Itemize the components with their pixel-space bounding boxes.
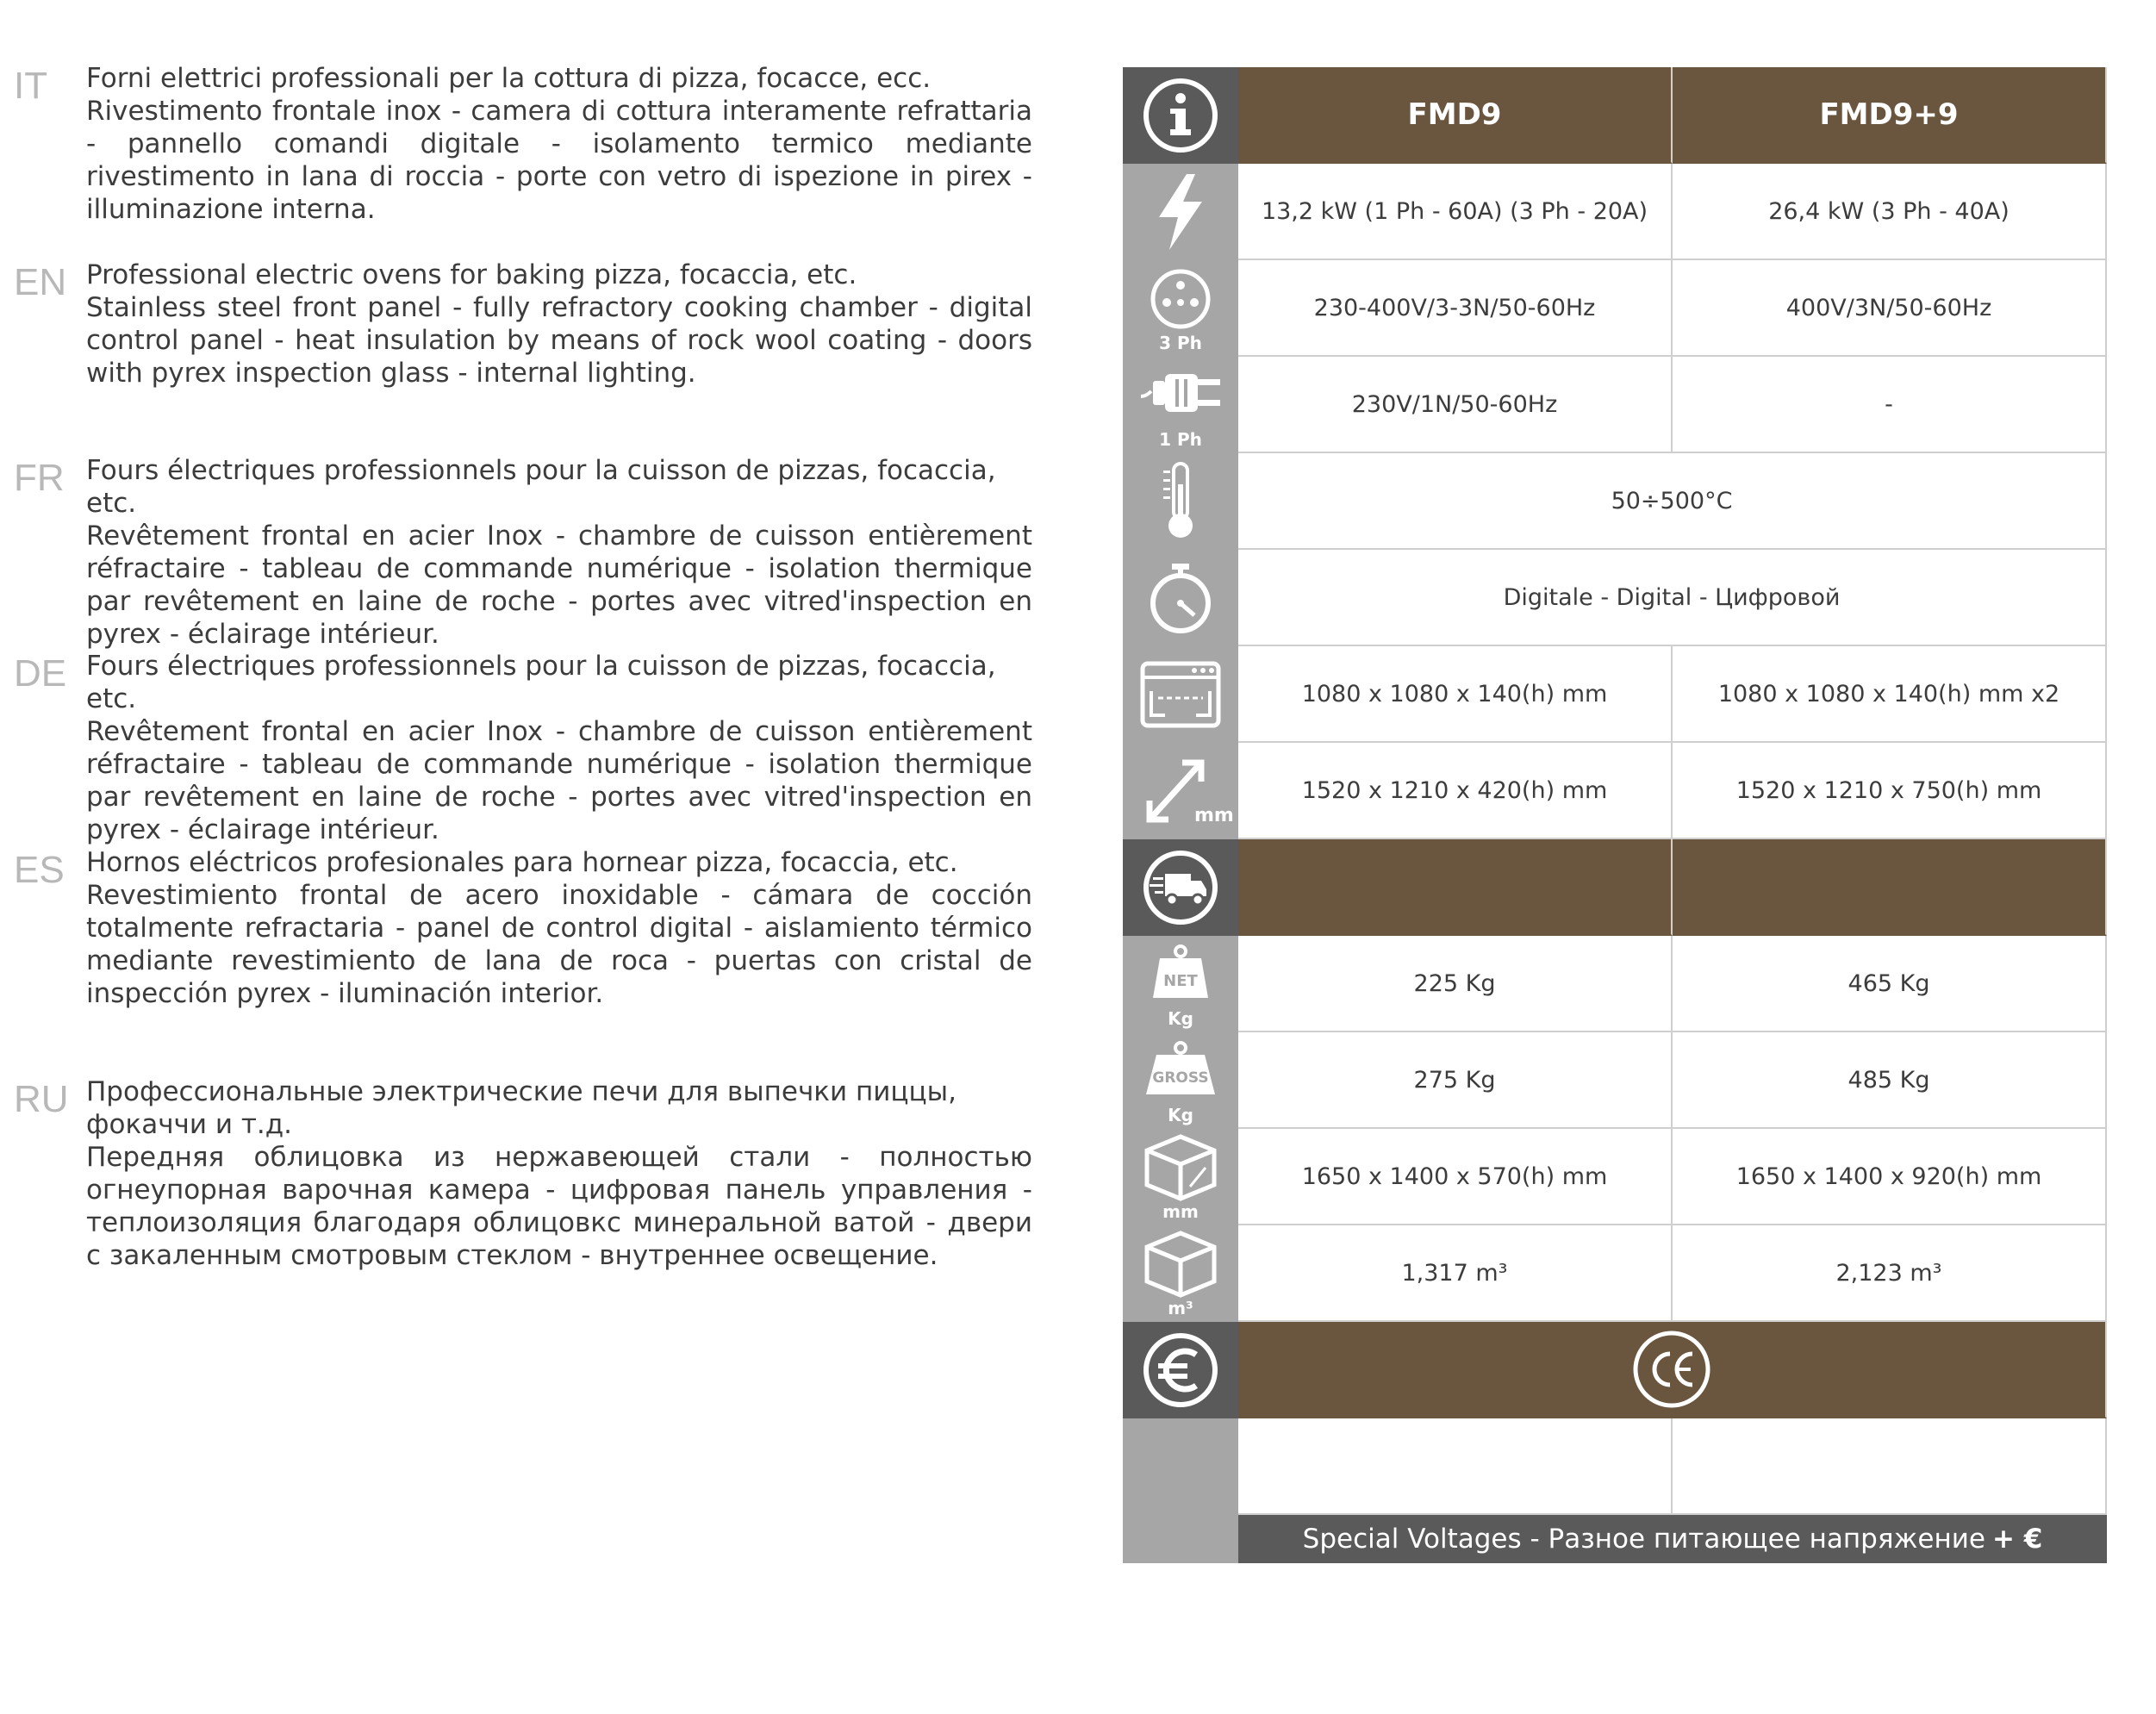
price-icon-blank xyxy=(1123,1418,1238,1515)
power-value-2: 26,4 kW (3 Ph - 40A) xyxy=(1673,164,2107,260)
temperature-value: 50÷500°C xyxy=(1238,453,2107,550)
table-row-control xyxy=(1123,550,2107,646)
net-unit-label: Kg xyxy=(1168,1008,1193,1029)
lang-text xyxy=(86,846,1032,1010)
lang-title: Professional electric ovens for baking pizza, focaccia, etc. xyxy=(86,259,857,290)
special-voltages-suffix: + € xyxy=(1991,1524,2043,1555)
lang-title: Профессиональные электрические печи для выпечки пиццы, фокаччи и т.д. xyxy=(86,1076,956,1140)
table-row-chamber xyxy=(1123,646,2107,743)
special-voltages-text: Special Voltages - Разное питающее напряжение xyxy=(1302,1524,1985,1555)
lang-body: Revêtement frontal en acier Inox - chambre de cuisson entièrement réfractaire - tableau de commande numérique - isolation thermique par revêtement en laine de roche - portes avec vitred'inspection en pyrex - éclairage intérieur. xyxy=(86,520,1032,650)
lang-code: ES xyxy=(14,849,65,891)
volume-value-2: 2,123 m³ xyxy=(1673,1225,2107,1322)
price-value-1 xyxy=(1238,1418,1673,1515)
one-phase-value-2: - xyxy=(1673,357,2107,453)
table-row-delivery-header xyxy=(1123,839,2107,936)
lang-body: Revestimiento frontal de acero inoxidable - cámara de cocción totalmente refractaria - panel de control digital - aislamiento térmico mediante revestimiento de lana de roca - puertas con cristal de inspección pyrex - iluminación interior. xyxy=(86,880,1032,1009)
one-phase-label: 1 Ph xyxy=(1159,429,1202,450)
three-phase-label: 3 Ph xyxy=(1159,333,1202,353)
three-phase-plug-icon xyxy=(1123,260,1238,357)
net-weight-value-1: 225 Kg xyxy=(1238,936,1673,1032)
euro-icon xyxy=(1123,1322,1238,1418)
lang-code: RU xyxy=(14,1078,69,1120)
delivery-header-1 xyxy=(1238,839,1673,936)
delivery-header-2 xyxy=(1673,839,2107,936)
lang-body: Revêtement frontal en acier Inox - chambre de cuisson entièrement réfractaire - tableau de commande numérique - isolation thermique par revêtement en laine de roche - portes avec vitred'inspection en pyrex - éclairage intérieur. xyxy=(86,716,1032,845)
model-header-1: FMD9 xyxy=(1238,67,1673,164)
net-weight-value-2: 465 Kg xyxy=(1673,936,2107,1032)
lang-text xyxy=(86,62,1032,226)
lang-title: Forni elettrici professionali per la cottura di pizza, focacce, ecc. xyxy=(86,63,932,94)
dimensions-value-2: 1520 x 1210 x 750(h) mm xyxy=(1673,743,2107,839)
packing-value-2: 1650 x 1400 x 920(h) mm xyxy=(1673,1129,2107,1225)
table-row-temperature xyxy=(1123,453,2107,550)
price-value-2 xyxy=(1673,1418,2107,1515)
control-value: Digitale - Digital - Цифровой xyxy=(1238,550,2107,646)
table-row-one-phase xyxy=(1123,357,2107,453)
lightning-icon xyxy=(1123,164,1238,260)
lang-code: EN xyxy=(14,261,67,303)
net-badge-label: NET xyxy=(1163,972,1198,990)
lang-body: Stainless steel front panel - fully refractory cooking chamber - digital control panel - heat insulation by means of rock wool coating - doors with pyrex inspection glass - internal lighting. xyxy=(86,292,1032,389)
table-row-packing xyxy=(1123,1129,2107,1225)
lang-title: Fours électriques professionnels pour la cuisson de pizzas, focaccia, etc. xyxy=(86,455,996,519)
lang-title: Hornos eléctricos profesionales para hornear pizza, focaccia, etc. xyxy=(86,847,958,878)
box-volume-icon xyxy=(1123,1225,1238,1322)
lang-code: FR xyxy=(14,457,65,499)
one-phase-value-1: 230V/1N/50-60Hz xyxy=(1238,357,1673,453)
table-row-price-header xyxy=(1123,1322,2107,1418)
oven-chamber-icon xyxy=(1123,646,1238,743)
chamber-value-1: 1080 x 1080 x 140(h) mm xyxy=(1238,646,1673,743)
dimensions-value-1: 1520 x 1210 x 420(h) mm xyxy=(1238,743,1673,839)
three-phase-value-2: 400V/3N/50-60Hz xyxy=(1673,260,2107,357)
three-phase-value-1: 230-400V/3-3N/50-60Hz xyxy=(1238,260,1673,357)
gross-badge-label: GROSS xyxy=(1152,1069,1209,1087)
table-row-net-weight xyxy=(1123,936,2107,1032)
chamber-value-2: 1080 x 1080 x 140(h) mm x2 xyxy=(1673,646,2107,743)
volume-unit-label: m³ xyxy=(1168,1298,1193,1318)
thermometer-icon xyxy=(1123,453,1238,550)
special-voltages-bar xyxy=(1238,1515,2107,1563)
model-header-2: FMD9+9 xyxy=(1673,67,2107,164)
timer-icon xyxy=(1123,550,1238,646)
footer-icon-blank xyxy=(1123,1515,1238,1563)
net-weight-icon xyxy=(1123,936,1238,1032)
lang-text xyxy=(86,1075,1032,1272)
table-row-gross-weight xyxy=(1123,1032,2107,1129)
gross-weight-icon xyxy=(1123,1032,1238,1129)
packing-unit-label: mm xyxy=(1162,1201,1199,1222)
lang-title: Fours électriques professionnels pour la cuisson de pizzas, focaccia, etc. xyxy=(86,651,996,714)
table-row-dimensions xyxy=(1123,743,2107,839)
lang-code: DE xyxy=(14,652,67,695)
gross-weight-value-1: 275 Kg xyxy=(1238,1032,1673,1129)
gross-weight-value-2: 485 Kg xyxy=(1673,1032,2107,1129)
packing-value-1: 1650 x 1400 x 570(h) mm xyxy=(1238,1129,1673,1225)
volume-value-1: 1,317 m³ xyxy=(1238,1225,1673,1322)
power-value-1: 13,2 kW (1 Ph - 60A) (3 Ph - 20A) xyxy=(1238,164,1673,260)
table-row-three-phase xyxy=(1123,260,2107,357)
table-row-volume xyxy=(1123,1225,2107,1322)
lang-code: IT xyxy=(14,65,48,107)
lang-text xyxy=(86,454,1032,651)
table-row-price xyxy=(1123,1418,2107,1515)
box-dimensions-icon xyxy=(1123,1129,1238,1225)
lang-text xyxy=(86,650,1032,846)
lang-body: Rivestimento frontale inox - camera di cottura interamente refrattaria - pannello comandi digitale - isolamento termico mediante rivestimento in lana di roccia - porte con vetro di ispezione in pirex - illuminazione interna. xyxy=(86,96,1032,225)
single-phase-plug-icon xyxy=(1123,357,1238,453)
table-row-power xyxy=(1123,164,2107,260)
ce-mark-cell xyxy=(1238,1322,2107,1418)
dimensions-icon xyxy=(1123,743,1238,839)
lang-text xyxy=(86,259,1032,390)
ce-mark-icon xyxy=(1632,1330,1711,1409)
dimensions-unit-label: mm xyxy=(1194,805,1234,826)
info-icon xyxy=(1123,67,1238,164)
table-row-header xyxy=(1123,67,2107,164)
lang-body: Передняя облицовка из нержавеющей стали - полностью огнеупорная варочная камера - цифровая панель управления - теплоизоляция благодаря облицовкс минеральной ватой - двери с закаленным смотровым стеклом - внутреннее освещение. xyxy=(86,1142,1032,1271)
delivery-truck-icon xyxy=(1123,839,1238,936)
gross-unit-label: Kg xyxy=(1168,1105,1193,1125)
